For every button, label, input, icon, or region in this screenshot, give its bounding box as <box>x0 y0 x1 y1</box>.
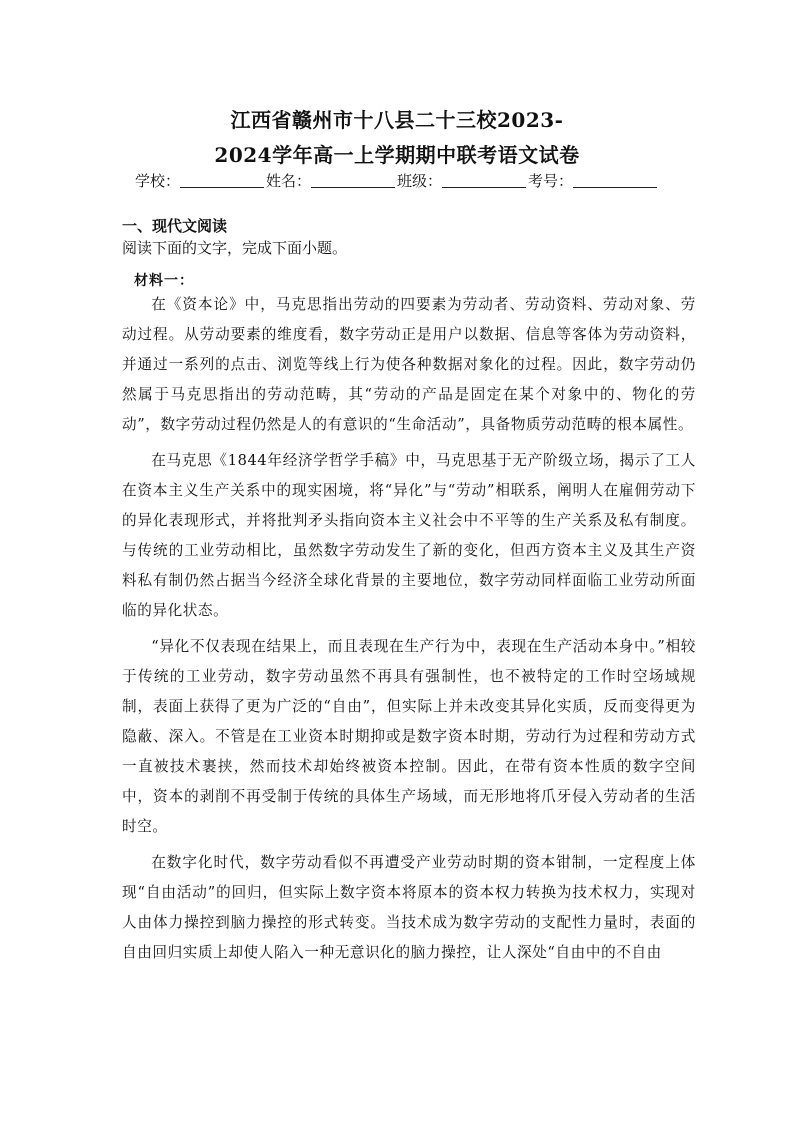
exam-no-blank <box>573 173 657 188</box>
passage-paragraph: 在马克思《1844年经济学哲学手稿》中，马克思基于无产阶级立场，揭示了工人在资本主义生产关系中的现实困境，将“异化”与“劳动”相联系，阐明人在雇佣劳动下的异化表现形式，并将批判矛头指向资本主义社会中不平等的生产关系及私有制度。与传统的工业劳动相比，虽然数字劳动发生了新的变化，但西方资本主义及其生产资料私有制仍然占据当今经济全球化背景的主要地位，数字劳动同样面临工业劳动所面临的异化状态。 <box>122 452 696 619</box>
passage-paragraph: 在数字化时代，数字劳动看似不再遭受产业劳动时期的资本钳制，一定程度上体现“自由活动”的回归，但实际上数字资本将原本的资本权力转换为技术权力，实现对人由体力操控到脑力操控的形式转变。当技术成为数字劳动的支配性力量时，表面的自由回归实质上却使人陷入一种无意识化的脑力操控，让人深处“自由中的不自由 <box>122 854 696 961</box>
exam-title-line1: 江西省赣州市十八县二十三校2023- <box>230 108 564 132</box>
school-blank <box>180 173 264 188</box>
name-blank <box>311 173 395 188</box>
class-blank <box>442 173 526 188</box>
material-label: 材料一： <box>134 273 194 289</box>
student-info-row <box>0 170 794 191</box>
school-label: 学校： <box>134 172 180 190</box>
class-label: 班级： <box>397 172 443 190</box>
name-label: 姓名： <box>265 172 311 190</box>
section-instruction: 阅读下面的文字，完成下面小题。 <box>122 239 348 257</box>
exam-title-line2: 2024学年高一上学期期中联考语文试卷 <box>214 143 580 167</box>
reading-passage <box>122 290 696 974</box>
passage-paragraph: 在《资本论》中，马克思指出劳动的四要素为劳动者、劳动资料、劳动对象、劳动过程。从劳动要素的维度看，数字劳动正是用户以数据、信息等客体为劳动资料，并通过一系列的点击、浏览等线上行为使各种数据对象化的过程。因此，数字劳动仍然属于马克思指出的劳动范畴，其“劳动的产品是固定在某个对象中的、物化的劳动”，数字劳动过程仍然是人的有意识的“生命活动”，具备物质劳动范畴的根本属性。 <box>122 296 696 433</box>
section-heading: 一、现代文阅读 <box>122 217 228 235</box>
passage-paragraph: “异化不仅表现在结果上，而且表现在生产行为中，表现在生产活动本身中。”相较于传统的工业劳动，数字劳动虽然不再具有强制性，也不被特定的工作时空场域规制，表面上获得了更为广泛的“自由”，但实际上并未改变其异化实质，反而变得更为隐蔽、深入。不管是在工业资本时期抑或是数字资本时期，劳动行为过程和劳动方式一直被技术裹挟，然而技术却始终被资本控制。因此，在带有资本性质的数字空间中，资本的剥削不再受制于传统的具体生产场域，而无形地将爪牙侵入劳动者的生活时空。 <box>122 638 696 835</box>
exam-no-label: 考号： <box>528 172 574 190</box>
